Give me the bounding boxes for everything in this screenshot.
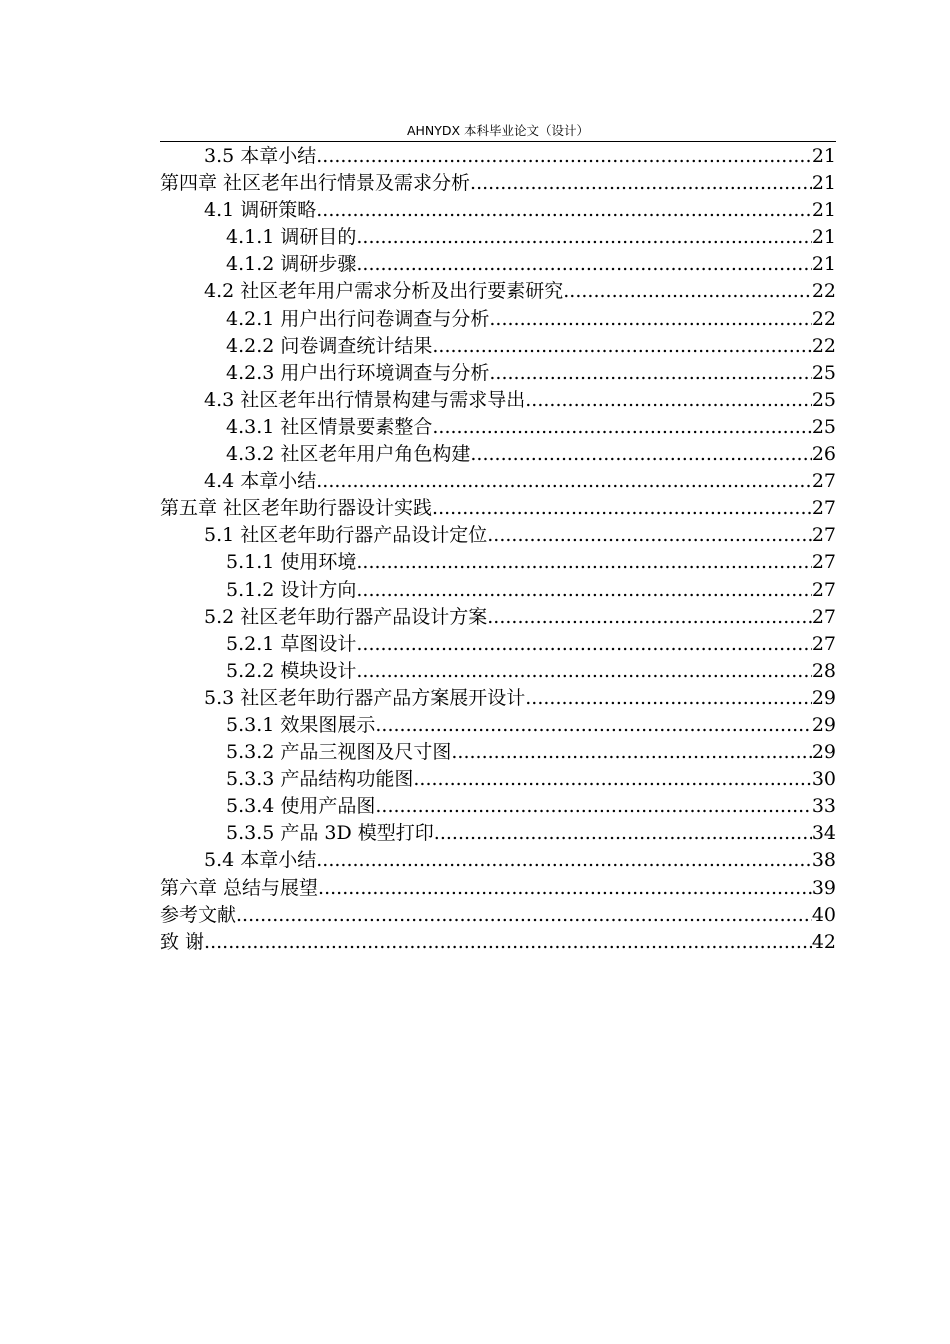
toc-entry-title: 4.1.2 调研步骤	[226, 253, 357, 276]
toc-entry-page: 27	[811, 524, 836, 547]
toc-entry-page: 27	[811, 632, 836, 655]
toc-entry[interactable]	[160, 143, 836, 170]
toc-entry-page: 22	[811, 307, 836, 330]
toc-entry[interactable]	[160, 495, 836, 522]
toc-dot-leader	[487, 522, 812, 549]
toc-entry[interactable]	[160, 170, 836, 197]
toc-entry[interactable]	[160, 847, 836, 874]
toc-entry-page: 25	[811, 415, 836, 438]
toc-entry[interactable]	[160, 251, 836, 278]
toc-entry-title: 第五章 社区老年助行器设计实践	[160, 497, 433, 520]
toc-entry-page: 22	[811, 280, 836, 303]
toc-entry-title: 4.3.2 社区老年用户角色构建	[226, 443, 471, 466]
page-header: AHNYDX 本科毕业论文（设计）	[406, 123, 590, 138]
toc-entry-title: 4.2.2 问卷调查统计结果	[226, 334, 433, 357]
toc-dot-leader	[434, 820, 812, 847]
toc-dot-leader	[432, 495, 812, 522]
toc-entry-page: 27	[811, 551, 836, 574]
toc-dot-leader	[563, 278, 812, 305]
toc-dot-leader	[356, 577, 811, 604]
toc-entry-page: 29	[811, 713, 836, 736]
toc-entry-title: 参考文献	[160, 903, 237, 926]
toc-entry[interactable]	[160, 306, 836, 333]
toc-entry-title: 5.1 社区老年助行器产品设计定位	[204, 524, 488, 547]
toc-entry-title: 4.1.1 调研目的	[226, 226, 357, 249]
toc-entry-page: 42	[811, 930, 836, 953]
toc-entry-title: 4.3 社区老年出行情景构建与需求导出	[204, 388, 526, 411]
toc-entry-page: 38	[811, 849, 836, 872]
toc-entry-page: 22	[811, 334, 836, 357]
toc-entry[interactable]	[160, 333, 836, 360]
toc-entry[interactable]	[160, 549, 836, 576]
toc-dot-leader	[487, 604, 812, 631]
toc-entry[interactable]	[160, 793, 836, 820]
toc-entry-page: 29	[811, 741, 836, 764]
toc-dot-leader	[236, 902, 812, 929]
toc-entry-page: 27	[811, 578, 836, 601]
toc-entry-page: 26	[811, 443, 836, 466]
toc-entry[interactable]	[160, 712, 836, 739]
toc-entry[interactable]	[160, 766, 836, 793]
toc-entry-title: 5.3 社区老年助行器产品方案展开设计	[204, 686, 526, 709]
toc-entry-title: 4.2.1 用户出行问卷调查与分析	[226, 307, 490, 330]
toc-entry-page: 34	[811, 822, 836, 845]
toc-entry-title: 第六章 总结与展望	[160, 876, 319, 899]
toc-dot-leader	[375, 793, 811, 820]
toc-entry[interactable]	[160, 875, 836, 902]
toc-entry-title: 4.1 调研策略	[204, 199, 317, 222]
toc-entry[interactable]	[160, 197, 836, 224]
toc-entry-page: 27	[811, 470, 836, 493]
toc-entry[interactable]	[160, 658, 836, 685]
toc-entry[interactable]	[160, 631, 836, 658]
toc-dot-leader	[451, 739, 811, 766]
toc-dot-leader	[356, 549, 811, 576]
toc-dot-leader	[432, 414, 811, 441]
toc-entry-page: 21	[811, 145, 836, 167]
toc-entry-title: 5.1.2 设计方向	[226, 578, 357, 601]
toc-entry-page: 27	[811, 605, 836, 628]
toc-entry-page: 28	[811, 659, 836, 682]
toc-entry-title: 4.3.1 社区情景要素整合	[226, 415, 433, 438]
toc-dot-leader	[316, 468, 812, 495]
toc-dot-leader	[489, 360, 811, 387]
toc-entry[interactable]	[160, 278, 836, 305]
toc-dot-leader	[356, 658, 811, 685]
toc-entry-title: 5.2.2 模块设计	[226, 659, 357, 682]
table-of-contents	[160, 143, 836, 956]
toc-entry-title: 4.2 社区老年用户需求分析及出行要素研究	[204, 280, 564, 303]
toc-entry[interactable]	[160, 577, 836, 604]
toc-dot-leader	[525, 387, 812, 414]
toc-entry-page: 25	[811, 361, 836, 384]
toc-dot-leader	[204, 929, 812, 956]
toc-dot-leader	[470, 441, 811, 468]
toc-entry-title: 4.4 本章小结	[204, 470, 317, 493]
toc-entry[interactable]	[160, 522, 836, 549]
toc-entry[interactable]	[160, 468, 836, 495]
toc-dot-leader	[470, 170, 812, 197]
toc-entry[interactable]	[160, 387, 836, 414]
toc-dot-leader	[316, 847, 812, 874]
toc-dot-leader	[316, 197, 812, 224]
toc-entry[interactable]	[160, 685, 836, 712]
toc-entry-page: 33	[811, 795, 836, 818]
toc-entry-page: 21	[811, 199, 836, 222]
toc-entry-title: 5.3.2 产品三视图及尺寸图	[226, 741, 452, 764]
toc-entry-title: 5.2.1 草图设计	[226, 632, 357, 655]
toc-entry-title: 5.1.1 使用环境	[226, 551, 357, 574]
toc-dot-leader	[356, 631, 811, 658]
toc-entry-page: 39	[811, 876, 836, 899]
toc-dot-leader	[316, 143, 812, 170]
toc-entry-title: 5.2 社区老年助行器产品设计方案	[204, 605, 488, 628]
toc-entry-title: 5.3.1 效果图展示	[226, 713, 376, 736]
toc-entry[interactable]	[160, 820, 836, 847]
header-divider	[160, 141, 836, 142]
toc-entry[interactable]	[160, 902, 836, 929]
toc-entry[interactable]	[160, 929, 836, 956]
toc-entry[interactable]	[160, 414, 836, 441]
toc-dot-leader	[413, 766, 811, 793]
toc-entry[interactable]	[160, 441, 836, 468]
toc-dot-leader	[489, 306, 811, 333]
toc-dot-leader	[525, 685, 812, 712]
toc-dot-leader	[432, 333, 811, 360]
toc-entry-page: 21	[811, 172, 836, 195]
toc-entry-page: 29	[811, 686, 836, 709]
toc-entry[interactable]	[160, 739, 836, 766]
toc-entry-page: 21	[811, 253, 836, 276]
toc-dot-leader	[356, 224, 811, 251]
toc-dot-leader	[318, 875, 812, 902]
toc-entry-page: 30	[811, 768, 836, 791]
toc-entry[interactable]	[160, 224, 836, 251]
toc-entry-title: 4.2.3 用户出行环境调查与分析	[226, 361, 490, 384]
toc-entry-page: 40	[811, 903, 836, 926]
toc-entry[interactable]	[160, 360, 836, 387]
toc-dot-leader	[375, 712, 811, 739]
toc-entry-page: 25	[811, 388, 836, 411]
toc-entry-title: 第四章 社区老年出行情景及需求分析	[160, 172, 471, 195]
toc-entry[interactable]	[160, 604, 836, 631]
toc-entry-title: 5.3.5 产品 3D 模型打印	[226, 822, 434, 845]
toc-entry-title: 致 谢	[160, 930, 205, 953]
toc-entry-page: 21	[811, 226, 836, 249]
toc-entry-title: 5.3.4 使用产品图	[226, 795, 376, 818]
toc-dot-leader	[356, 251, 811, 278]
toc-entry-title: 5.3.3 产品结构功能图	[226, 768, 414, 791]
toc-entry-title: 3.5 本章小结	[204, 145, 317, 167]
toc-entry-title: 5.4 本章小结	[204, 849, 317, 872]
toc-entry-page: 27	[811, 497, 836, 520]
